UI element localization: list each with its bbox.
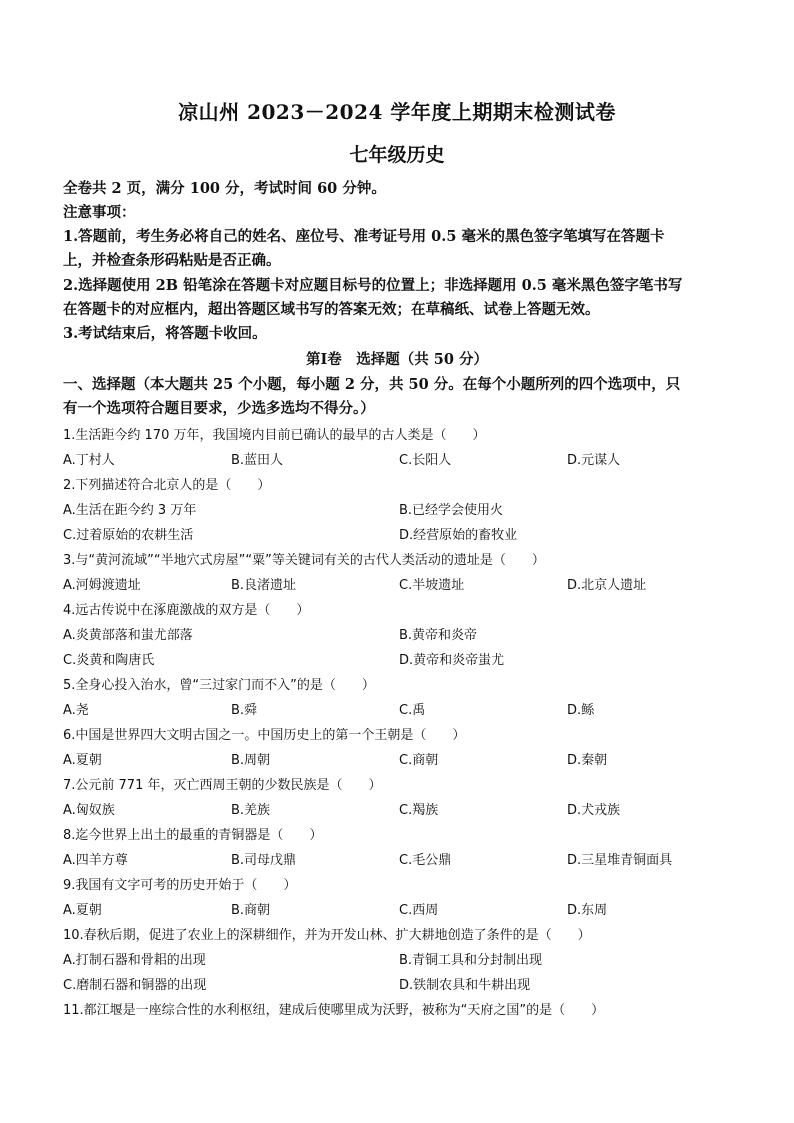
question-stem: 1.生活距今约 170 万年，我国境内目前已确认的最早的古人类是（ ） [63, 428, 486, 443]
option: C.炎黄和陶唐氏 [63, 653, 155, 668]
option: D.黄帝和炎帝蚩尤 [399, 653, 505, 668]
option: D.秦朝 [567, 753, 608, 768]
notice-title: 注意事项： [63, 204, 136, 221]
option: B.青铜工具和分封制出现 [399, 953, 543, 968]
question-stem: 5.全身心投入治水，曾“三过家门而不入”的是（ ） [63, 678, 375, 693]
option: B.舜 [231, 703, 258, 718]
notice-2b: 在答题卡的对应框内，超出答题区域书写的答案无效；在草稿纸、试卷上答题无效。 [63, 301, 600, 318]
option: C.毛公鼎 [399, 853, 452, 868]
option: C.半坡遗址 [399, 578, 465, 593]
exam-title: 凉山州 2023－2024 学年度上期期末检测试卷 [178, 100, 616, 124]
option: B.蓝田人 [231, 453, 284, 468]
question-stem: 3.与“黄河流域”“半地穴式房屋”“粟”等关键词有关的古代人类活动的遗址是（ ） [63, 553, 545, 568]
option: C.西周 [399, 903, 439, 918]
question-stem: 10.春秋后期，促进了农业上的深耕细作，并为开发山林、扩大耕地创造了条件的是（ ） [63, 928, 591, 943]
notice-1a: 1.答题前，考生务必将自己的姓名、座位号、准考证号用 0.5 毫米的黑色签字笔填写在答题卡 [63, 228, 665, 245]
option: A.打制石器和骨耜的出现 [63, 953, 206, 968]
option: A.四羊方尊 [63, 853, 128, 868]
option: A.匈奴族 [63, 803, 115, 818]
option: C.磨制石器和铜器的出现 [63, 978, 207, 993]
option: C.过着原始的农耕生活 [63, 528, 194, 543]
option: B.商朝 [231, 903, 271, 918]
option: D.鲧 [567, 703, 595, 718]
option: D.北京人遗址 [567, 578, 647, 593]
option: B.已经学会使用火 [399, 503, 504, 518]
option: A.河姆渡遗址 [63, 578, 141, 593]
option: C.禹 [399, 703, 426, 718]
question-stem: 9.我国有文字可考的历史开始于（ ） [63, 878, 297, 893]
option: D.犬戎族 [567, 803, 621, 818]
question-stem: 7.公元前 771 年，灭亡西周王朝的少数民族是（ ） [63, 778, 382, 793]
option: D.东周 [567, 903, 608, 918]
option: A.夏朝 [63, 903, 102, 918]
option: D.铁制农具和牛耕出现 [399, 978, 531, 993]
notice-3: 3.考试结束后，将答题卡收回。 [63, 325, 267, 342]
question-stem: 8.迄今世界上出土的最重的青铜器是（ ） [63, 828, 323, 843]
option: D.经营原始的畜牧业 [399, 528, 518, 543]
question-stem: 11.都江堰是一座综合性的水利枢纽，建成后使哪里成为沃野，被称为“天府之国”的是（ ） [63, 1003, 605, 1018]
option: A.生活在距今约 3 万年 [63, 503, 197, 518]
section-instruction-a: 一、选择题（本大题共 25 个小题，每小题 2 分，共 50 分。在每个小题所列的四个选项中，只 [63, 376, 681, 393]
option: A.尧 [63, 703, 89, 718]
section-title: 第Ⅰ卷 选择题（共 50 分） [305, 351, 489, 368]
option: B.周朝 [231, 753, 271, 768]
option: C.长阳人 [399, 453, 452, 468]
option: A.夏朝 [63, 753, 102, 768]
question-stem: 4.远古传说中在涿鹿激战的双方是（ ） [63, 603, 310, 618]
option: B.羌族 [231, 803, 271, 818]
option: B.司母戊鼎 [231, 853, 297, 868]
question-stem: 6.中国是世界四大文明古国之一。中国历史上的第一个王朝是（ ） [63, 728, 466, 743]
notice-2a: 2.选择题使用 2B 铅笔涂在答题卡对应题目标号的位置上；非选择题用 0.5 毫米黑色签字笔书写 [63, 277, 683, 294]
option: A.丁村人 [63, 453, 115, 468]
section-instruction-b: 有一个选项符合题目要求，少选多选均不得分。） [63, 400, 375, 417]
exam-subtitle: 七年级历史 [349, 144, 445, 166]
exam-info: 全卷共 2 页，满分 100 分，考试时间 60 分钟。 [63, 180, 386, 197]
option: D.三星堆青铜面具 [567, 853, 673, 868]
option: C.商朝 [399, 753, 439, 768]
option: D.元谋人 [567, 453, 621, 468]
option: B.良渚遗址 [231, 578, 297, 593]
option: A.炎黄部落和蚩尤部落 [63, 628, 193, 643]
option: C.羯族 [399, 803, 439, 818]
option: B.黄帝和炎帝 [399, 628, 478, 643]
question-stem: 2.下列描述符合北京人的是（ ） [63, 478, 271, 493]
notice-1b: 上，并检查条形码粘贴是否正确。 [63, 252, 281, 269]
